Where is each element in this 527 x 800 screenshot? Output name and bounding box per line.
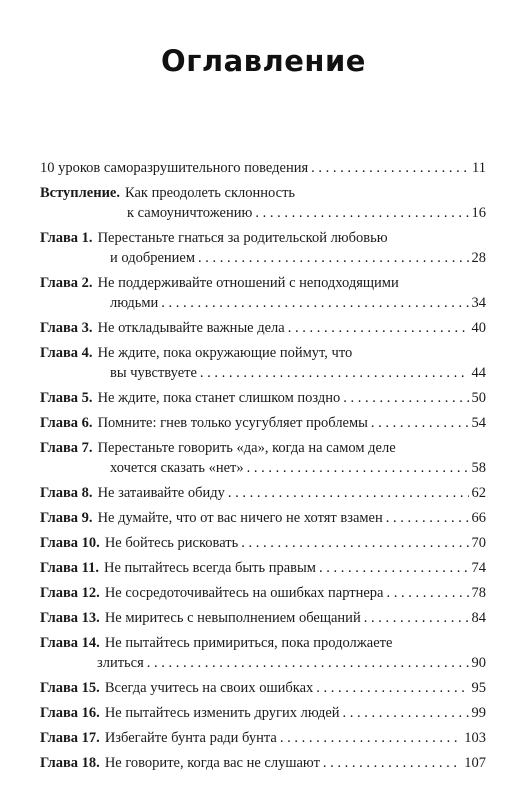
entry-title-continued: злиться [97,655,144,671]
entry-label: Глава 17. [40,730,100,746]
dot-leader [161,293,468,313]
toc-entry-chapter-11 [40,558,486,578]
page-number: 84 [471,610,486,626]
dot-leader [386,583,468,603]
dot-leader [198,248,468,268]
entry-title: Избегайте бунта ради бунта [104,730,277,746]
entry-title: Не сосредоточивайтесь на ошибках партнера [104,585,384,601]
dot-leader [316,678,468,698]
page-number: 70 [471,535,486,551]
toc-entry-chapter-6 [40,413,486,433]
entry-label: Глава 3. [40,320,93,336]
toc-entry-intro-lessons [40,158,486,178]
entry-title: Не пытайтесь примириться, пока продолжаете [104,635,393,651]
page-title: Оглавление [161,44,366,78]
entry-label: Глава 12. [40,585,100,601]
entry-title: Помните: гнев только усугубляет проблемы [97,415,368,431]
entry-title: Не бойтесь рисковать [104,535,239,551]
entry-title: Перестаньте говорить «да», когда на самом деле [97,440,396,456]
dot-leader [228,483,469,503]
page-number: 78 [471,585,486,601]
toc-entry-chapter-5 [40,388,486,408]
page-number: 95 [471,680,486,696]
entry-label: Глава 15. [40,680,100,696]
entry-title: Не пытайтесь всегда быть правым [104,560,316,576]
entry-label: Глава 13. [40,610,100,626]
toc-entry-chapter-12 [40,583,486,603]
toc-entry-chapter-15 [40,678,486,698]
dot-leader [386,508,469,528]
entry-label: Вступление. [40,185,120,201]
dot-leader [364,608,469,628]
entry-title: Перестаньте гнаться за родительской любовью [97,230,388,246]
dot-leader [323,753,461,773]
table-of-contents [40,158,486,778]
entry-title-continued: и одобрением [110,250,196,266]
page-number: 74 [471,560,486,576]
entry-title: Не пытайтесь изменить других людей [104,705,340,721]
toc-entry-chapter-1 [40,228,486,268]
dot-leader [319,558,469,578]
toc-entry-chapter-14 [40,633,486,673]
dot-leader [288,318,469,338]
toc-entry-chapter-8 [40,483,486,503]
page-number: 44 [471,365,486,381]
page-number: 62 [471,485,486,501]
page-number: 66 [471,510,486,526]
dot-leader [343,703,469,723]
entry-title: Не поддерживайте отношений с неподходящими [97,275,399,291]
dot-leader [371,413,469,433]
page-number: 99 [471,705,486,721]
dot-leader [311,158,469,178]
page-number: 50 [471,390,486,406]
page-number: 103 [464,730,486,746]
toc-entry-chapter-10 [40,533,486,553]
dot-leader [247,458,469,478]
entry-title: Не миритесь с невыполнением обещаний [104,610,361,626]
entry-label: Глава 9. [40,510,93,526]
entry-label: Глава 1. [40,230,93,246]
toc-entry-chapter-16 [40,703,486,723]
entry-title-continued: к самоуничтожению [127,205,253,221]
entry-label: Глава 14. [40,635,100,651]
dot-leader [241,533,468,553]
entry-title-continued: вы чувствуете [110,365,197,381]
entry-title-continued: людьми [110,295,159,311]
entry-title: Не откладывайте важные дела [97,320,285,336]
entry-title: Как преодолеть склонность [124,185,296,201]
entry-label: Глава 10. [40,535,100,551]
entry-label: Глава 4. [40,345,93,361]
page-number: 11 [472,160,486,176]
entry-title: Не ждите, пока окружающие поймут, что [97,345,353,361]
entry-label: Глава 7. [40,440,93,456]
entry-title: Всегда учитесь на своих ошибках [104,680,314,696]
entry-title: Не думайте, что от вас ничего не хотят взамен [97,510,383,526]
toc-entry-chapter-2 [40,273,486,313]
entry-label: Глава 18. [40,755,100,771]
page-number: 16 [471,205,486,221]
dot-leader [255,203,468,223]
entry-title: Не затаивайте обиду [97,485,225,501]
entry-title-continued: хочется сказать «нет» [110,460,244,476]
entry-label: Глава 16. [40,705,100,721]
page-number: 58 [471,460,486,476]
toc-entry-chapter-4 [40,343,486,383]
toc-entry-chapter-18 [40,753,486,773]
page-number: 90 [471,655,486,671]
entry-label: Глава 5. [40,390,93,406]
toc-entry-chapter-17 [40,728,486,748]
page-number: 54 [471,415,486,431]
toc-entry-introduction [40,183,486,223]
entry-label: Глава 6. [40,415,93,431]
page-number: 28 [471,250,486,266]
dot-leader [200,363,469,383]
page-number: 107 [464,755,486,771]
entry-title: Не говорите, когда вас не слушают [104,755,320,771]
entry-title: 10 уроков саморазрушительного поведения [40,160,309,176]
dot-leader [147,653,469,673]
dot-leader [280,728,461,748]
page-number: 40 [471,320,486,336]
toc-entry-chapter-13 [40,608,486,628]
entry-label: Глава 11. [40,560,100,576]
dot-leader [343,388,468,408]
page-number: 34 [471,295,486,311]
entry-label: Глава 8. [40,485,93,501]
entry-title: Не ждите, пока станет слишком поздно [97,390,341,406]
toc-entry-chapter-9 [40,508,486,528]
toc-entry-chapter-7 [40,438,486,478]
toc-entry-chapter-3 [40,318,486,338]
entry-label: Глава 2. [40,275,93,291]
